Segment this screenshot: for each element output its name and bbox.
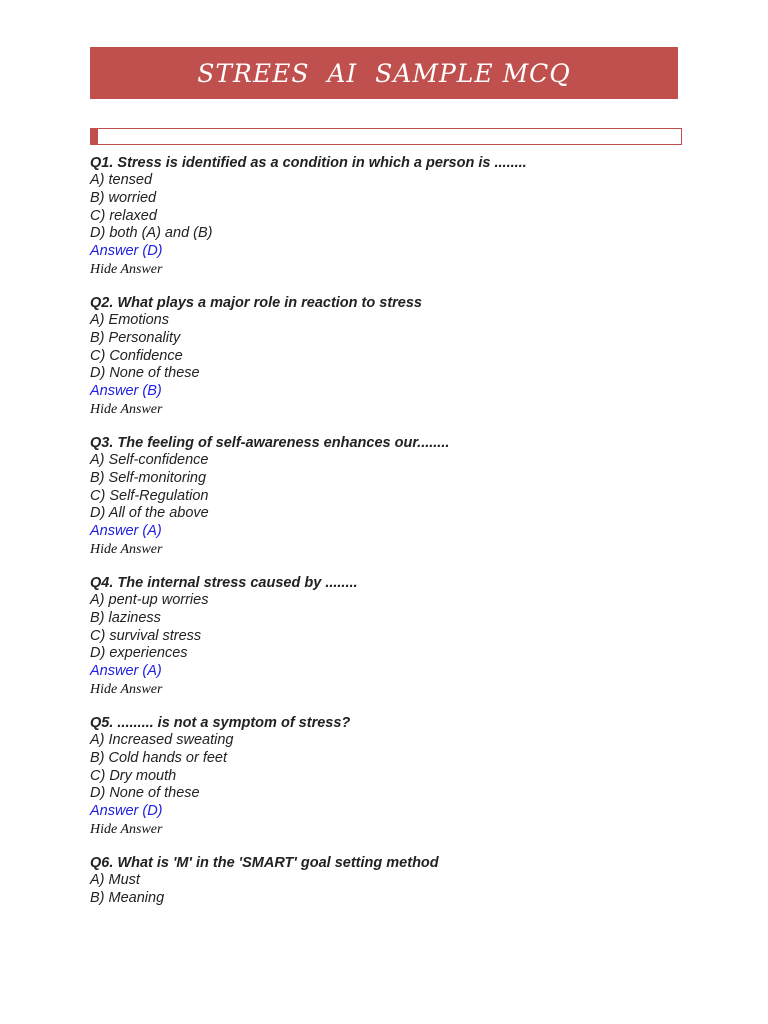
question-list [90,154,690,923]
option-a: A) Emotions [90,311,169,328]
question-text: Q1. Stress is identified as a condition in which a person is ........ [90,155,527,171]
option-a: A) tensed [90,172,153,188]
question-block-6 [90,854,690,908]
question-text: Q3. The feeling of self-awareness enhances our........ [90,434,450,451]
question-block-4 [90,574,690,699]
option-a: A) Increased sweating [90,731,234,748]
hide-answer-toggle[interactable]: Hide Answer [90,541,163,557]
option-b: B) laziness [90,609,161,626]
question-block-5 [90,714,690,839]
option-c: C) survival stress [90,627,202,644]
option-b: B) worried [90,189,157,206]
option-a: A) Self-confidence [90,451,209,468]
hide-answer-toggle[interactable]: Hide Answer [90,681,163,697]
question-text: Q5. ......... is not a symptom of stress? [90,714,351,731]
question-text: Q4. The internal stress caused by ........ [90,574,358,591]
option-c: C) relaxed [90,207,157,224]
question-block-3 [90,434,690,559]
hide-answer-toggle[interactable]: Hide Answer [90,401,163,417]
option-b: B) Meaning [90,889,165,906]
question-text: Q2. What plays a major role in reaction to stress [90,294,422,311]
section-divider [90,128,682,145]
page-title: STREES AI SAMPLE MCQ [197,58,571,88]
question-block-2 [90,294,690,419]
option-c: C) Confidence [90,347,183,364]
option-c: C) Self-Regulation [90,487,209,504]
option-d: D) None of these [90,365,200,382]
divider-accent [91,129,98,144]
question-block-1 [90,154,690,279]
option-b: B) Personality [90,329,181,346]
option-d: D) experiences [90,645,188,662]
option-a: A) pent-up worries [90,591,209,608]
answer-text: Answer (A) [90,663,162,680]
option-d: D) both (A) and (B) [90,225,213,242]
hide-answer-toggle[interactable]: Hide Answer [90,261,163,277]
option-c: C) Dry mouth [90,767,177,784]
answer-text: Answer (D) [90,243,163,260]
option-d: D) None of these [90,785,200,802]
option-a: A) Must [90,871,140,888]
answer-text: Answer (B) [90,383,162,400]
option-b: B) Self-monitoring [90,469,207,486]
hide-answer-toggle[interactable]: Hide Answer [90,821,163,837]
answer-text: Answer (D) [90,803,163,820]
question-text: Q6. What is 'M' in the 'SMART' goal setting method [90,854,439,871]
option-d: D) All of the above [90,505,209,522]
title-banner [90,47,678,99]
answer-text: Answer (A) [90,523,162,540]
option-b: B) Cold hands or feet [90,749,228,766]
